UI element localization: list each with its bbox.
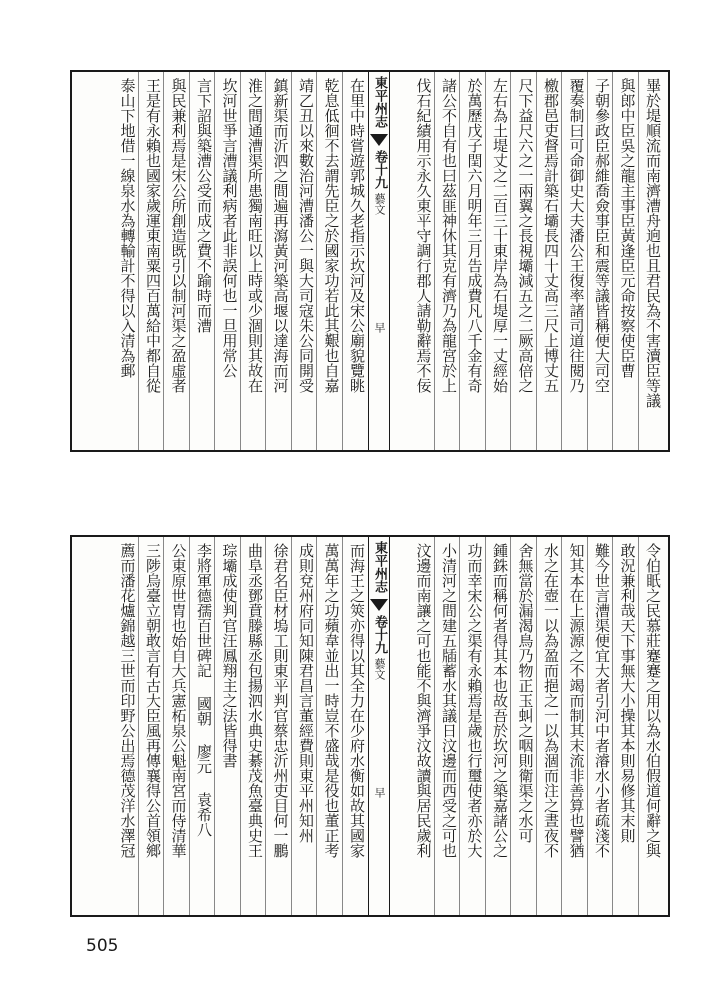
page-number: 505 [86, 936, 119, 956]
text-column: 令伯眂之民慕莊蹇蹇之用以為水伯假道何辭之與 [644, 543, 662, 858]
text-column: 功而幸宋公之渠有永賴焉是歲也行璽使者亦於大 [465, 543, 484, 858]
text-column: 於萬歷戊子閏六月明年三月告成費凡八千金有奇 [465, 78, 484, 393]
text-column: 與民兼利焉是宋公所創造既引以制河渠之盈虛者 [169, 78, 188, 393]
text-column: 李將軍德孺百世碑記 國朝 廖元 袁希八 [195, 543, 213, 837]
center-gutter [368, 72, 390, 450]
text-column: 在里中時嘗遊郭城久老指示坎河及宋公廟貌覽眺 [348, 78, 366, 393]
text-column: 乾息低徊不去謂先臣之於國家功若此其艱也自嘉 [322, 78, 341, 393]
leaf-marker: 早 [373, 322, 386, 333]
volume-label: 卷十九 [372, 150, 387, 189]
gazetteer-title: 東平州志 [372, 541, 387, 593]
text-column: 檄郡邑吏督焉計築石壩長四十丈高三尺上博丈五 [542, 78, 560, 393]
text-column: 子朝參政臣郝維喬僉事臣和震等議皆稱便大司空 [593, 78, 611, 393]
text-column: 舍無當於漏渴鳥乃物正玉虯之咽則衛渠之水可 [516, 543, 535, 843]
section-label: 藝文 [373, 658, 386, 680]
leaf-marker: 早 [373, 787, 386, 798]
text-column: 薦而潘花爐錦越三世而印野公出焉德茂洋水澤冠 [118, 543, 137, 858]
text-column: 成則兗州府同知陳君昌言董經費則東平州知州 [297, 543, 315, 843]
text-column: 三陟烏臺立朝敢言有古大臣風再傳襄得公首領鄉 [144, 543, 162, 858]
text-column: 敢況兼利哉天下事無大小操其本則易修其末則 [618, 543, 637, 843]
text-column: 萬萬年之功蘋韋並出一時豈不盛哉是役也董正考 [322, 543, 341, 858]
text-column: 難今世言漕渠便宜大者引河中者濬水小者疏淺不 [593, 543, 611, 858]
text-column: 而海王之筴亦得以其全力在少府水衡如故其國家 [348, 543, 366, 858]
text-column: 與郎中臣吳之龍主事臣黃逢臣元命按察使臣曹 [618, 78, 637, 378]
center-gutter [368, 537, 390, 915]
text-column: 泰山下地借一線泉水為轉輸計不得以入清為郵 [118, 78, 137, 378]
page-panel-top [70, 70, 670, 452]
text-column: 公東原世胄也始自大兵憲柘泉公魁南宮而侍清華 [169, 543, 188, 858]
text-column: 言下詔與築漕公受而成之費不踰時而漕 [195, 78, 213, 333]
text-column: 鎮新渠而沂泗之間遍再瀉黃河築高堰以達海而河 [271, 78, 290, 393]
page-panel-bottom [70, 535, 670, 917]
fish-tail-icon [370, 599, 388, 611]
text-column: 小清河之間建五牐蓄水其議日汶邊而西受之可也 [440, 543, 458, 858]
text-column: 淮之間通漕渠所患獨南旺以上時或少涸則其故在 [246, 78, 264, 393]
text-column: 覆奏制曰可命御史大夫潘公王復率諸司道往閱乃 [567, 78, 586, 393]
text-column: 伐石紀績用示永久東平守調行郡人請勒辭焉不佞 [414, 78, 433, 393]
text-column: 尺下益尺六之一兩翼之長視壩減五之二厥高倍之 [516, 78, 535, 393]
text-column: 曲阜丞鄧賁滕縣丞包揚泗水典史綦茂魚臺典史王 [246, 543, 264, 858]
section-label: 藝文 [373, 193, 386, 215]
fish-tail-icon [370, 134, 388, 146]
text-column: 靖乙丑以來數治河漕潘公一與大司寇朱公同開受 [297, 78, 315, 393]
text-column: 諸公不自有也曰茲匪神休其克有濟乃為龍宮於上 [440, 78, 458, 393]
gazetteer-title: 東平州志 [372, 76, 387, 128]
text-column: 坎河世爭言漕議利病者此非誤何也一旦用常公 [220, 78, 239, 378]
text-column: 知其本在上源源之不竭而制其末流非善算也譬猶 [567, 543, 586, 858]
text-column: 畢於堤順流而南濟漕舟逈也且君民為不害瀆臣等議 [644, 78, 662, 408]
text-column: 王是有永賴也國家歲運東南粟四百萬給中都自從 [144, 78, 162, 393]
text-column: 水之在壺一以為盈而挹之一以為涸而注之晝夜不 [542, 543, 560, 858]
text-column: 琮壩成使判官汪鳳翔主之法皆得書 [220, 543, 239, 768]
volume-label: 卷十九 [372, 615, 387, 654]
text-column: 左右為土堤丈之二百三十東岸為石堤厚一丈經始 [491, 78, 509, 393]
text-column: 汶邊而南讓之可也能不與濟爭汶故讀與居民歲利 [414, 543, 433, 858]
text-column: 徐君名臣材塢工則東平判官蔡忠沂州吏目何一鵬 [271, 543, 290, 858]
text-column: 鍾銖而稱何者得其本也故吾於坎河之築嘉諸公之 [491, 543, 509, 858]
